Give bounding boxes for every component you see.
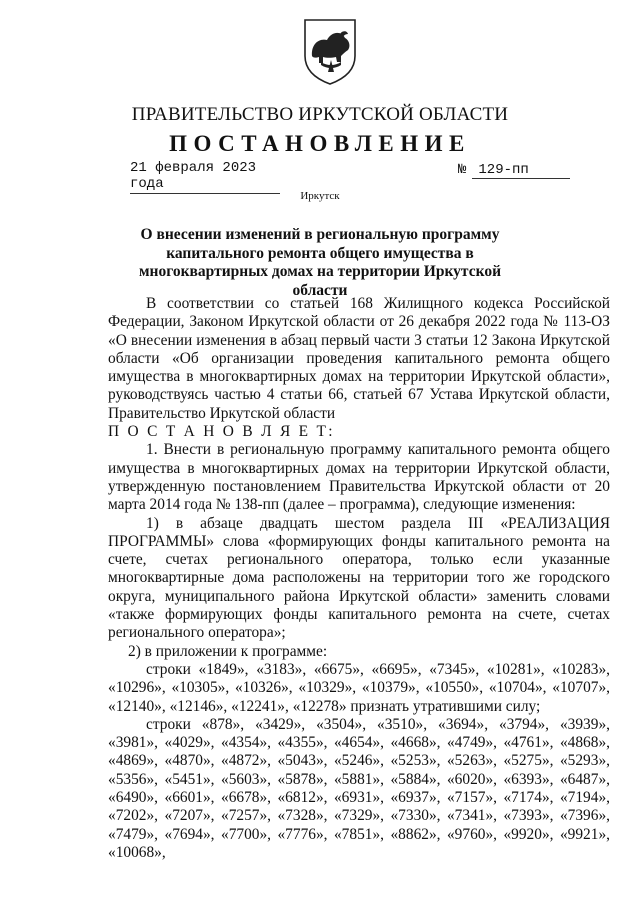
city: Иркутск: [300, 190, 340, 202]
document-date: 21 февраля 2023 года: [130, 160, 280, 194]
document-type: ПОСТАНОВЛЕНИЕ: [169, 131, 471, 156]
resolves-keyword: П О С Т А Н О В Л Я Е Т:: [108, 423, 335, 441]
item-1-1-paragraph: 1) в абзаце двадцать шестом раздела III «РЕАЛИЗАЦИЯ ПРОГРАММЫ» слова «формирующих фонды капитального ремонта на счете, счетах регионального оператора, только если указанные многоквартирные дома расположены на территории того же городского округа, муниципального района Иркутской области» заменить словами «также формирующих фонды капитального ремонта на счете, счетах регионального оператора»;: [108, 514, 610, 642]
number-sign: №: [458, 162, 467, 178]
rows-repealed-paragraph: строки «1849», «3183», «6675», «6695», «7345», «10281», «10283», «10296», «10305», «10326», «10329», «10379», «10550», «10704», «10707», «12140», «12146», «12241», «12278» признать утратившими силу;: [108, 660, 610, 715]
document-number: [458, 162, 570, 179]
number-value: 129-пп: [472, 162, 570, 179]
document-title: О внесении изменений в региональную программу капитального ремонта общего имущества в многоквартирных домах на территории Иркутской области: [138, 226, 502, 299]
document-body: [108, 295, 610, 862]
preamble-paragraph: В соответствии со статьей 168 Жилищного кодекса Российской Федерации, Законом Иркутской области от 26 декабря 2022 года № 113-ОЗ «О внесении изменения в абзац первый части 3 статьи 12 Закона Иркутской области «Об организации проведения капитального ремонта общего имущества в многоквартирных домах на территории Иркутской области», руководствуясь частью 4 статьи 66, статьей 67 Устава Иркутской области, Правительство Иркутской области: [108, 295, 610, 422]
rows-list-paragraph: строки «878», «3429», «3504», «3510», «3694», «3794», «3939», «3981», «4029», «4354», «4355», «4654», «4668», «4749», «4761», «4868», «4869», «4870», «4872», «5043», «5246», «5253», «5263», «5275», «5293», «5356», «5451», «5603», «5878», «5881», «5884», «6020», «6393», «6487», «6490», «6601», «6678», «6812», «6931», «6937», «7157», «7174», «7194», «7202», «7207», «7257», «7328», «7329», «7330», «7341», «7393», «7396», «7479», «7694», «7700», «7776», «7851», «8862», «9760», «9920», «9921», «10068»,: [108, 715, 610, 861]
irkutsk-coat-of-arms-icon: [301, 16, 359, 86]
organization-name: ПРАВИТЕЛЬСТВО ИРКУТСКОЙ ОБЛАСТИ: [131, 104, 509, 125]
item-1-paragraph: 1. Внести в региональную программу капитального ремонта общего имущества в многоквартирных домах на территории Иркутской области, утвержденную постановлением Правительства Иркутской области от 20 марта 2014 года № 138-пп (далее – программа), следующие изменения:: [108, 441, 610, 514]
item-1-2-paragraph: 2) в приложении к программе:: [128, 642, 328, 660]
